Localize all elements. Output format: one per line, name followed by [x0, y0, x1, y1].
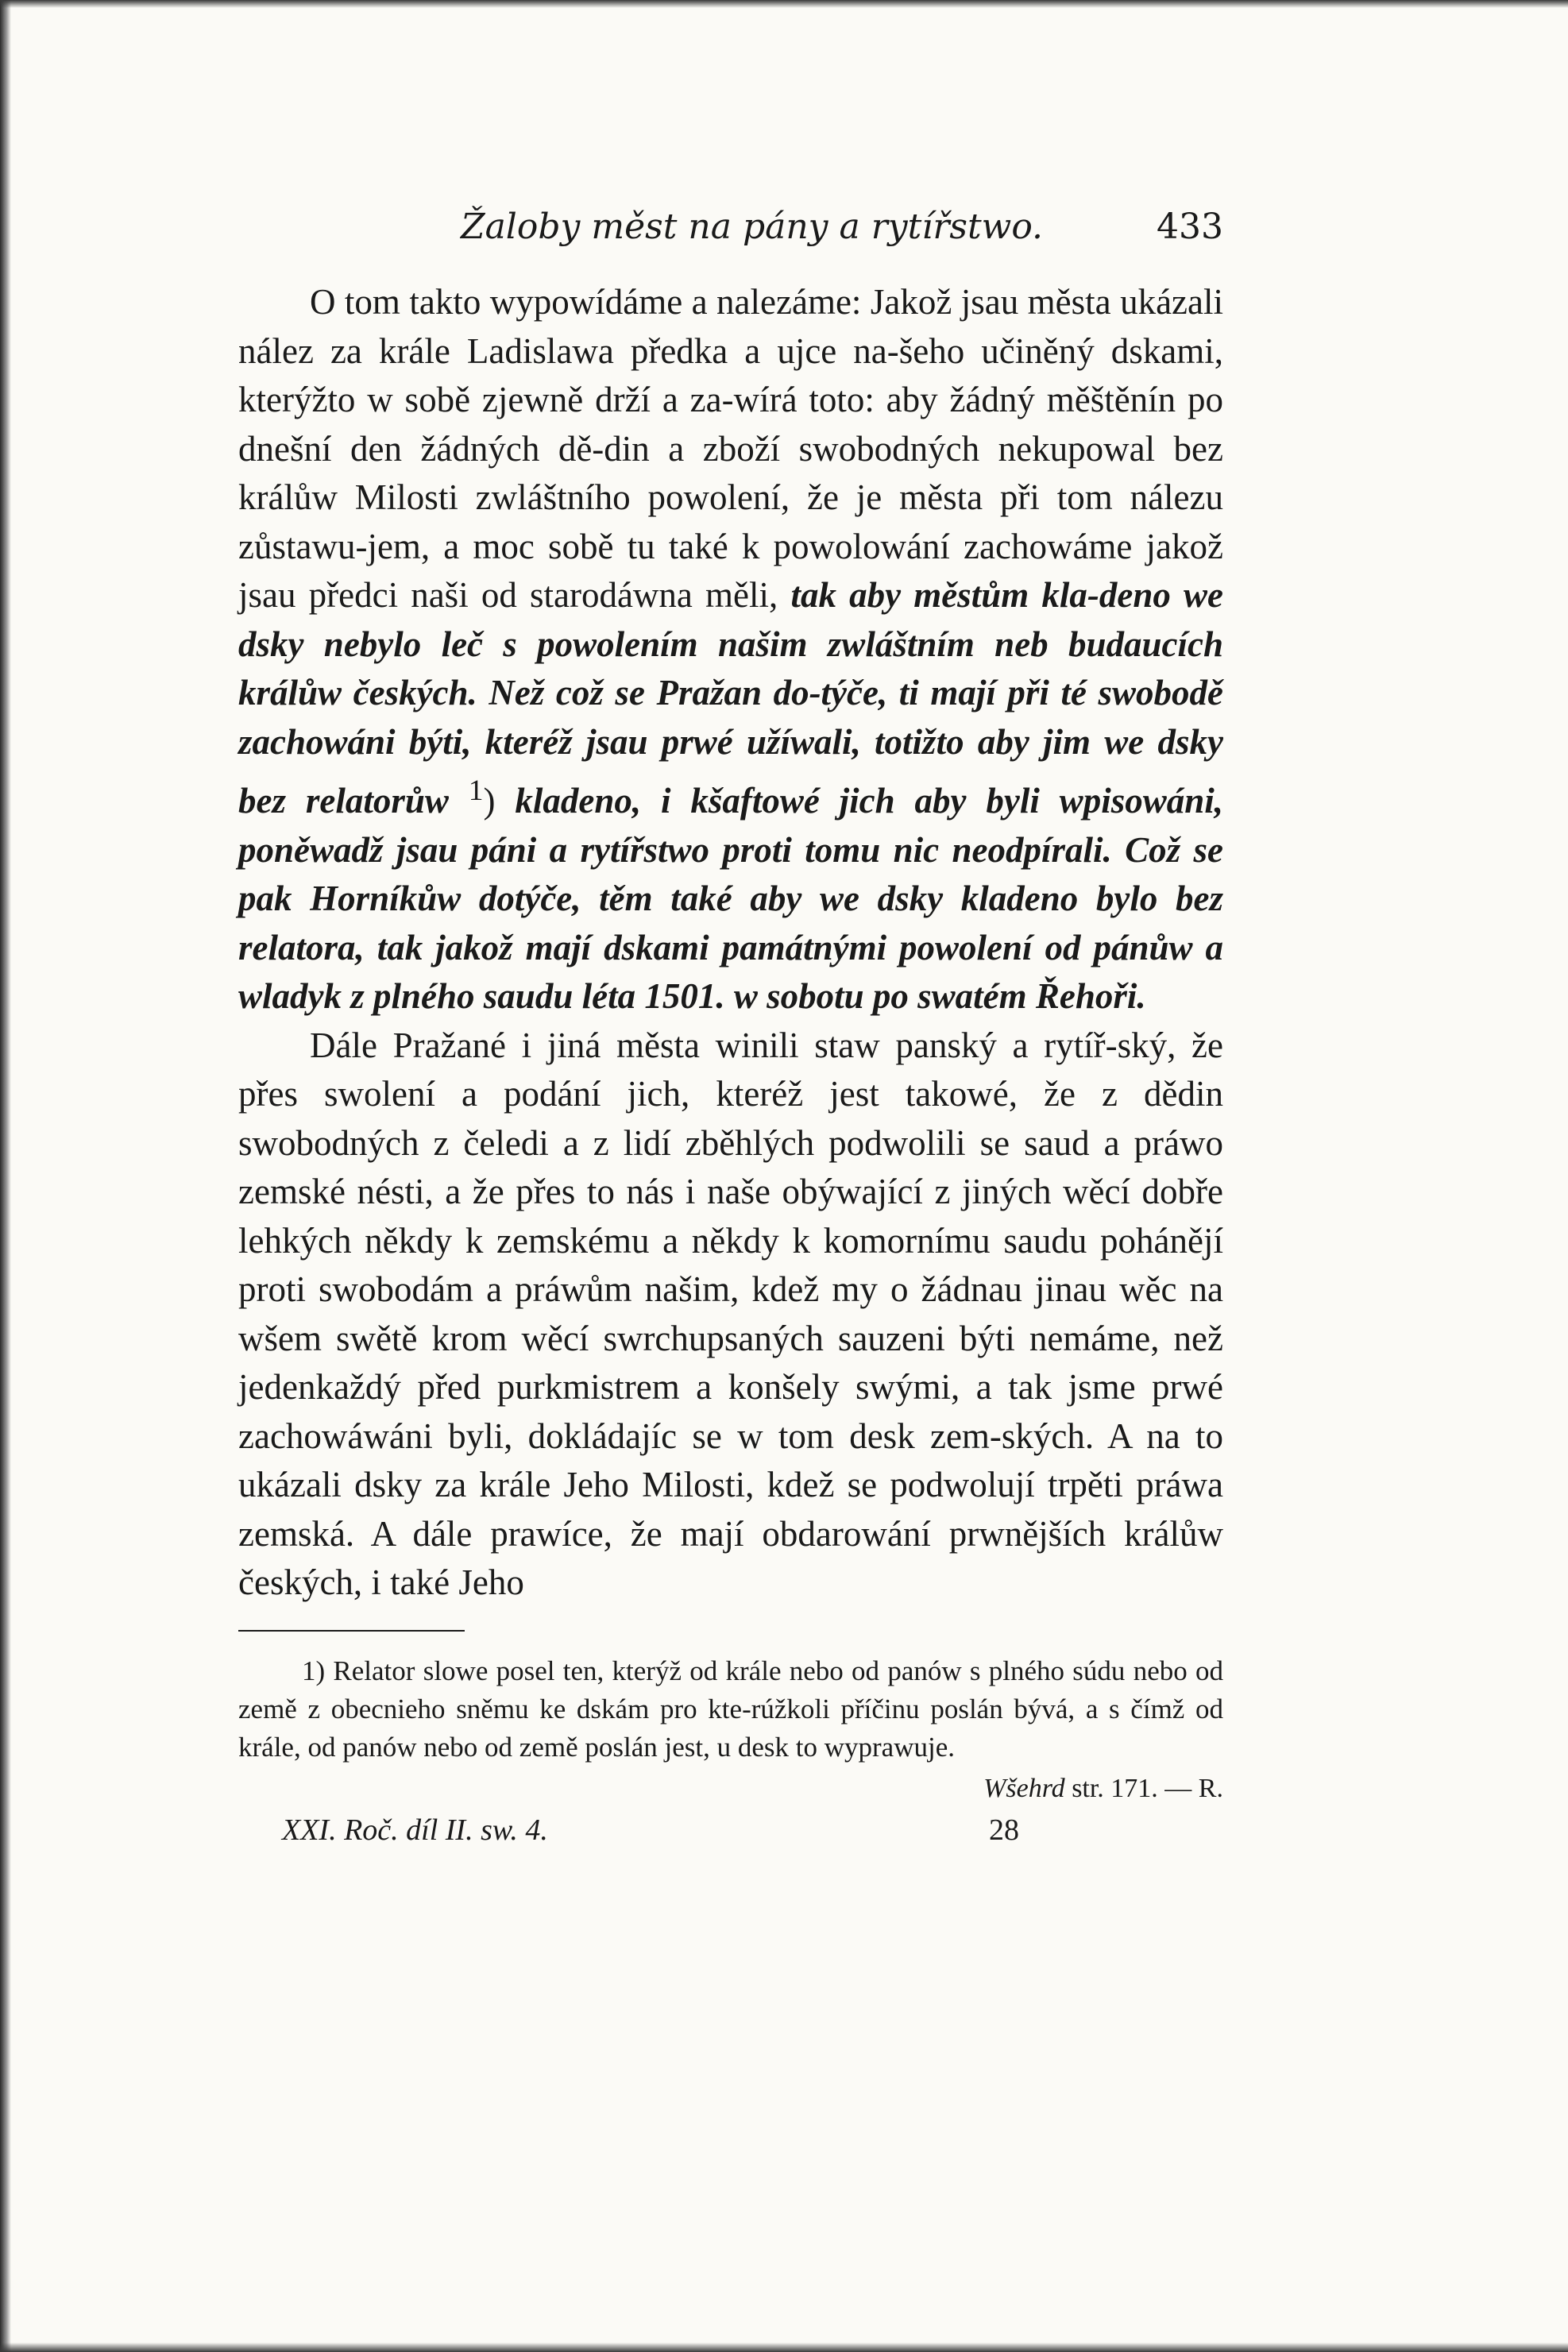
scan-edge-left [0, 0, 11, 2352]
book-page [238, 199, 1223, 1860]
footnote: 1) Relator slowe posel ten, kterýž od krále nebo od panów s plného súdu nebo od země z obecnieho sněmu ke dskám pro kte-rúžkoli příčinu poslán bývá, a s čímž od krále, od panów nebo od země poslán jest, u desk to wyprawuje. [238, 1655, 1223, 1763]
paragraph-1-italic-b: kladeno, i kšaftowé jich aby byli wpisowáni, poněwadž jsau páni a rytířstwo proti tomu nic neodpírali. Což se pak Horníkůw dotýče, těm také aby we dsky kladeno bylo bez relatora, tak jakož mají dskami památnými powolení od pánůw a wladyk z plného saudu léta 1501. w sobotu po swatém Řehoři. [238, 781, 1224, 1016]
paragraph-1: O tom takto wypowídáme a nalezáme: Jakož jsau města ukázali nález za krále Ladislawa předka a ujce na-šeho učiněný dskami, kterýžto w sobě zjewně drží a za-wírá toto: aby žádný měštěnín po dnešní den žádných dě-din a zboží swobodných nekupowal bez králůw Milosti zwláštního powolení, že je města při tom nálezu zůstawu-jem, a moc sobě tu také k powolowání zachowáme jakož jsau předci naši od starodáwna měli, tak aby městům kla-deno we dsky nebylo leč s powolením našim zwláštním neb budaucích králůw českých. Než což se Pražan do-týče, ti mají při té swobodě zachowáni býti, kteréž jsau prwé užíwali, totižto aby jim we dsky bez relatorůw $^1$) kladeno, i kšaftowé jich aby byli wpisowáni, poněwadž jsau páni a rytířstwo proti tomu nic neodpírali. Což se pak Horníkůw dotýče, těm také aby we dsky kladeno bylo bez relatora, tak jakož mají dskami památnými powolení od pánůw a wladyk z plného saudu léta 1501. w sobotu po swatém Řehoři. [238, 282, 1224, 1016]
signature-volume: XXI. Roč. díl II. sw. 4. [282, 1813, 548, 1847]
signature-line [238, 1813, 1223, 1860]
scan-edge-top [0, 0, 1568, 8]
running-head-title: Žaloby měst na pány a rytířstwo. [461, 207, 1044, 247]
signature-number: 28 [989, 1813, 1019, 1847]
footnote-source [238, 1770, 1223, 1808]
footnote-source-ref: str. 171. — R. [1064, 1773, 1223, 1803]
footnote-divider [238, 1630, 465, 1632]
paragraph-1-roman: O tom takto wypowídáme a nalezáme: Jakož jsau města ukázali nález za krále Ladislawa předka a ujce na-šeho učiněný dskami, kterýžto w sobě zjewně drží a za-wírá toto: aby žádný měštěnín po dnešní den žádných dě-din a zboží swobodných nekupowal bez králůw Milosti zwláštního powolení, že je města při tom nálezu zůstawu-jem, a moc sobě tu také k powolowání zachowáme jakož jsau předci naši od starodáwna měli, [238, 282, 1223, 615]
paragraph-2: Dále Pražané i jiná města winili staw panský a rytíř-ský, že přes swolení a podání jich, kteréž jest takowé, že z dědin swobodných z čeledi a z lidí zběhlých podwolili se saud a práwo zemské nésti, a že přes to nás i naše obýwající z jiných wěcí dobře lehkých někdy k zemskému a někdy k komornímu saudu pohánějí proti swobodám a práwům našim, kdež my o žádnau jinau wěc na wšem swětě krom wěcí swrchupsaných sauzeni býti nemáme, než jedenkaždý před purkmistrem a konšely swými, a tak jsme prwé zachowáwáni byli, dokládajíc se w tom desk zem-ských. A na to ukázali dsky za krále Jeho Milosti, kdež se podwolují trpěti práwa zemská. A dále prawíce, že mají obdarowání prwnějších králůw českých, i také Jeho [238, 1025, 1223, 1602]
footnote-source-title: Wšehrd [983, 1773, 1065, 1803]
scan-edge-bottom [0, 2342, 1568, 2352]
footnote-reference[interactable]: 1 [468, 774, 484, 807]
body-text [238, 278, 1223, 1608]
running-head [238, 199, 1223, 262]
page-number: 433 [1157, 207, 1223, 247]
paragraph-1-italic-a: tak aby městům kla-deno we dsky nebylo leč s powolením našim zwláštním neb budaucích králůw českých. Než což se Pražan do-týče, ti mají při té swobodě zachowáni býti, kteréž jsau prwé užíwali, totižto aby jim we dsky bez relatorůw [238, 575, 1223, 821]
